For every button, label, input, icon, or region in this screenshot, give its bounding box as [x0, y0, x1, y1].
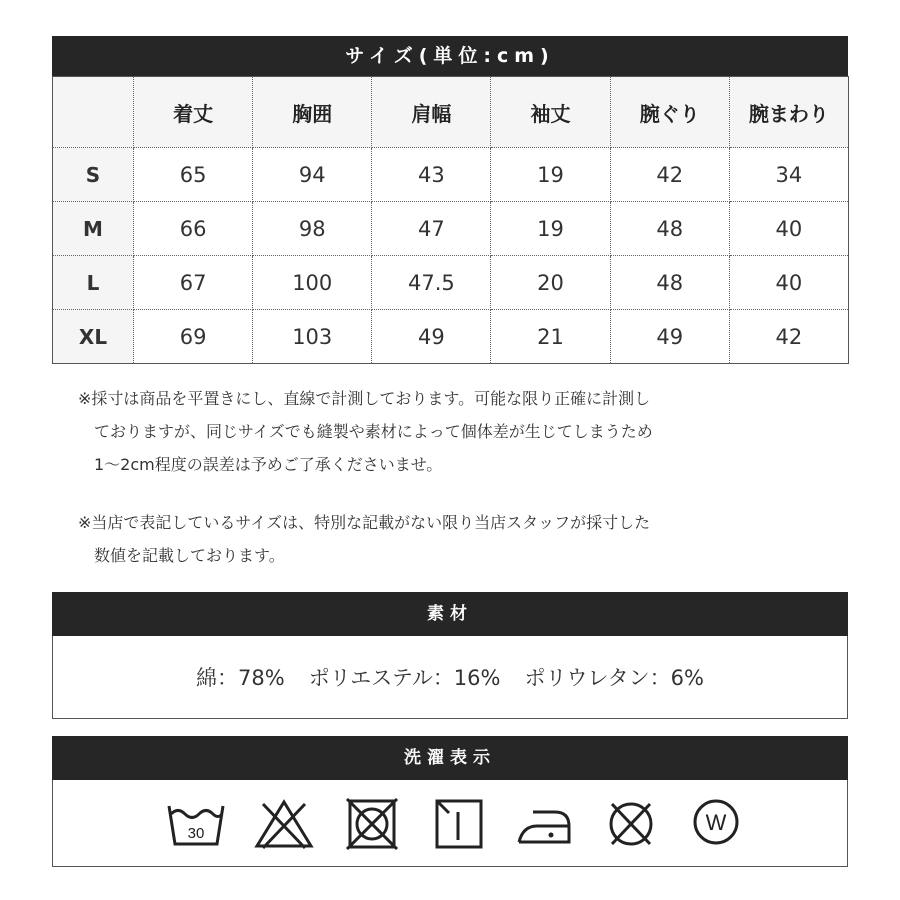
wash-30-icon [165, 798, 227, 850]
table-row [53, 202, 849, 256]
note-line: 1〜2cm程度の誤差は予めご了承くださいませ。 [94, 455, 443, 474]
no-bleach-icon [253, 798, 315, 850]
table-cell: 48 [610, 202, 729, 256]
column-header: 肩幅 [372, 77, 491, 148]
table-cell: 19 [491, 202, 610, 256]
table-cell: 66 [134, 202, 253, 256]
table-cell: 43 [372, 148, 491, 202]
column-header: 胸囲 [253, 77, 372, 148]
material-section-title: 素材 [52, 592, 848, 636]
size-label: L [53, 256, 134, 310]
wet-clean-icon [685, 798, 747, 850]
iron-low-icon [513, 798, 575, 850]
table-cell: 94 [253, 148, 372, 202]
table-cell: 48 [610, 256, 729, 310]
size-label: XL [53, 310, 134, 364]
note-line: ※採寸は商品を平置きにし、直線で計測しております。可能な限り正確に計測し [78, 389, 651, 408]
table-cell: 42 [610, 148, 729, 202]
table-row [53, 310, 849, 364]
material-item: ポリエステル：16% [308, 666, 501, 690]
note-line: ておりますが、同じサイズでも縫製や素材によって個体差が生じてしまうため [94, 422, 653, 441]
table-cell: 47.5 [372, 256, 491, 310]
measurement-note [78, 382, 838, 481]
material-item: 綿：78% [196, 666, 285, 690]
no-tumble-dry-icon [341, 798, 403, 850]
care-icons-box [52, 780, 848, 867]
size-table [52, 76, 849, 364]
column-header: 着丈 [134, 77, 253, 148]
material-item: ポリウレタン：6% [524, 666, 704, 690]
size-table-header-row [53, 77, 849, 148]
note-line: ※当店で表記しているサイズは、特別な記載がない限り当店スタッフが採寸した [78, 513, 651, 532]
care-section-title: 洗濯表示 [52, 736, 848, 780]
wash-temp-text: 30 [187, 825, 205, 842]
table-cell: 100 [253, 256, 372, 310]
table-cell: 103 [253, 310, 372, 364]
table-cell: 42 [729, 310, 848, 364]
size-section-title: サイズ(単位:cm) [52, 36, 848, 76]
no-dry-clean-icon [600, 798, 662, 850]
table-row [53, 256, 849, 310]
size-label: M [53, 202, 134, 256]
size-note [78, 506, 838, 572]
table-cell: 34 [729, 148, 848, 202]
table-cell: 69 [134, 310, 253, 364]
line-dry-shade-icon [428, 798, 490, 850]
column-header: 腕まわり [729, 77, 848, 148]
table-cell: 20 [491, 256, 610, 310]
size-table-corner [53, 77, 134, 148]
table-cell: 19 [491, 148, 610, 202]
wet-clean-letter: W [705, 810, 727, 835]
column-header: 袖丈 [491, 77, 610, 148]
table-cell: 47 [372, 202, 491, 256]
table-cell: 49 [372, 310, 491, 364]
table-cell: 40 [729, 256, 848, 310]
table-cell: 65 [134, 148, 253, 202]
table-cell: 40 [729, 202, 848, 256]
column-header: 腕ぐり [610, 77, 729, 148]
table-cell: 49 [610, 310, 729, 364]
size-label: S [53, 148, 134, 202]
table-cell: 21 [491, 310, 610, 364]
material-box [52, 636, 848, 719]
note-line: 数値を記載しております。 [94, 546, 285, 565]
table-cell: 98 [253, 202, 372, 256]
table-row [53, 148, 849, 202]
table-cell: 67 [134, 256, 253, 310]
